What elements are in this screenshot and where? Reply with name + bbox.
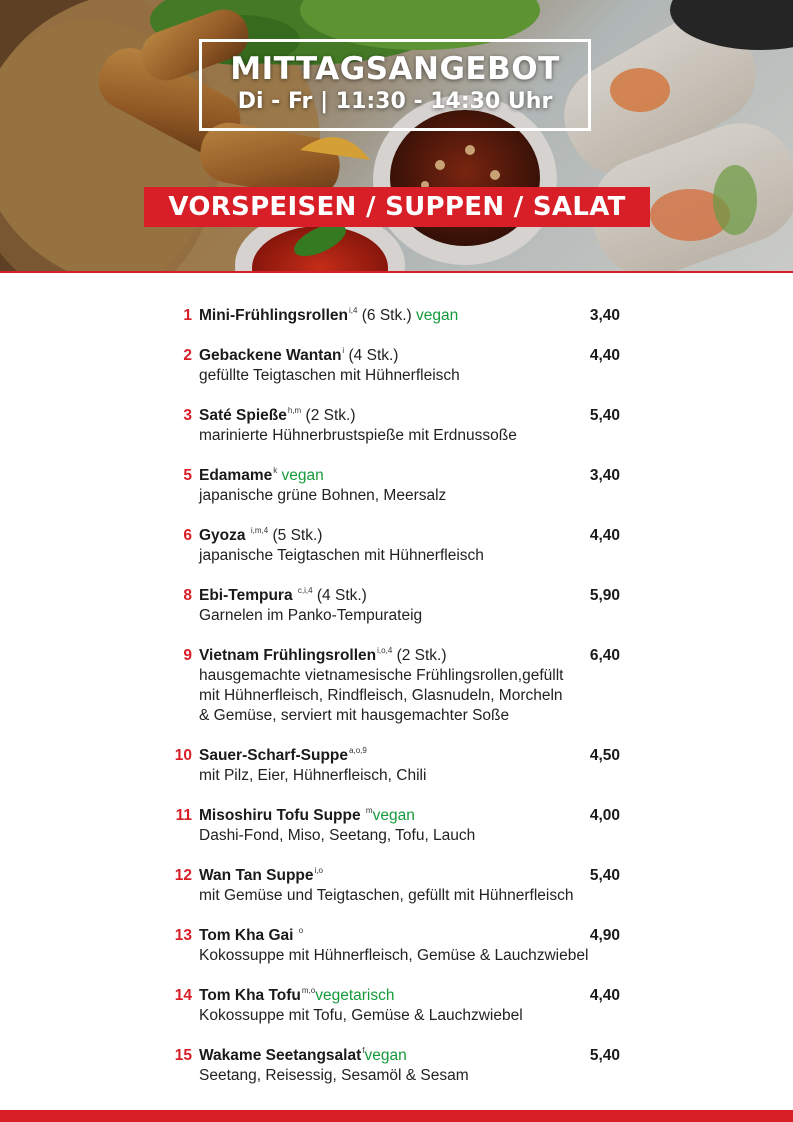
allergen-codes: i,m,4 — [250, 526, 269, 535]
item-description: Dashi-Fond, Miso, Seetang, Tofu, Lauch — [199, 827, 476, 844]
item-number: 8 — [183, 587, 192, 604]
diet-tag: vegan — [281, 467, 324, 484]
item-name: Saté Spieße — [199, 407, 287, 424]
item-number: 11 — [175, 807, 192, 824]
diet-tag: vegetarisch — [315, 987, 395, 1004]
allergen-codes: i,4 — [348, 306, 358, 315]
item-price: 4,40 — [589, 527, 620, 544]
item-name: Tom Kha Tofu — [199, 987, 301, 1004]
item-name: Edamame — [199, 467, 273, 484]
item-number: 5 — [183, 467, 192, 484]
allergen-codes: m — [365, 806, 373, 815]
footer-bar — [0, 1110, 793, 1122]
diet-tag: vegan — [372, 807, 415, 824]
item-description: Garnelen im Panko-Tempurateig — [199, 607, 423, 624]
allergen-codes: c,i,4 — [297, 586, 313, 595]
diet-tag: vegan — [416, 307, 459, 324]
item-quantity: (6 Stk.) — [361, 307, 412, 324]
item-number: 10 — [174, 747, 192, 764]
item-description: mit Gemüse und Teigtaschen, gefüllt mit Hühnerfleisch — [199, 887, 574, 904]
allergen-codes: a,o,9 — [349, 746, 367, 755]
item-quantity: (4 Stk.) — [316, 587, 367, 604]
allergen-codes: i,o,4 — [377, 646, 393, 655]
allergen-codes: m,o — [301, 986, 316, 995]
item-description: marinierte Hühnerbrustspieße mit Erdnussoße — [199, 427, 517, 444]
item-price: 4,00 — [589, 807, 620, 824]
item-quantity: (2 Stk.) — [305, 407, 356, 424]
item-name: Gyoza — [199, 527, 246, 544]
item-name: Misoshiru Tofu Suppe — [199, 807, 361, 824]
page-title: MITTAGSANGEBOT — [230, 51, 560, 87]
item-description: Kokossuppe mit Hühnerfleisch, Gemüse & Lauchzwiebel — [199, 947, 589, 964]
item-name: Sauer-Scharf-Suppe — [199, 747, 349, 764]
item-price: 5,90 — [589, 587, 620, 604]
item-price: 4,50 — [589, 747, 620, 764]
item-price: 3,40 — [589, 467, 620, 484]
title-box — [199, 39, 591, 131]
item-name: Wakame Seetangsalat — [199, 1047, 362, 1064]
item-quantity: (5 Stk.) — [272, 527, 323, 544]
item-number: 6 — [183, 527, 192, 544]
item-number: 15 — [174, 1047, 192, 1064]
item-number: 9 — [183, 647, 192, 664]
item-number: 3 — [183, 407, 192, 424]
section-heading: VORSPEISEN / SUPPEN / SALAT — [144, 187, 650, 227]
item-number: 2 — [183, 347, 192, 364]
item-description: hausgemachte vietnamesische Frühlingsrollen,gefüllt — [199, 667, 564, 684]
item-number: 14 — [174, 987, 192, 1004]
divider — [0, 271, 793, 273]
item-price: 5,40 — [589, 407, 620, 424]
diet-tag: vegan — [364, 1047, 407, 1064]
allergen-codes: k — [273, 466, 278, 475]
allergen-codes: i,o — [314, 866, 323, 875]
item-description: mit Pilz, Eier, Hühnerfleisch, Chili — [199, 767, 427, 784]
item-description: & Gemüse, serviert mit hausgemachter Soße — [199, 707, 510, 724]
hero-banner — [0, 0, 793, 272]
item-description: Kokossuppe mit Tofu, Gemüse & Lauchzwiebel — [199, 1007, 523, 1024]
item-name: Mini-Frühlingsrollen — [199, 307, 348, 324]
item-number: 1 — [183, 307, 192, 324]
item-name: Vietnam Frühlingsrollen — [199, 647, 377, 664]
opening-hours: Di - Fr | 11:30 - 14:30 Uhr — [237, 89, 553, 114]
item-price: 4,40 — [589, 987, 620, 1004]
item-price: 6,40 — [589, 647, 620, 664]
allergen-codes: f — [362, 1046, 365, 1055]
allergen-codes: i — [342, 346, 345, 355]
item-price: 5,40 — [589, 867, 620, 884]
item-name: Wan Tan Suppe — [199, 867, 314, 884]
allergen-codes: h,m — [287, 406, 302, 415]
item-name: Tom Kha Gai — [199, 927, 294, 944]
item-description: Seetang, Reisessig, Sesamöl & Sesam — [199, 1067, 469, 1084]
item-description: mit Hühnerfleisch, Rindfleisch, Glasnudeln, Morcheln — [199, 687, 563, 704]
item-description: gefüllte Teigtaschen mit Hühnerfleisch — [199, 367, 460, 384]
item-number: 12 — [174, 867, 192, 884]
item-price: 3,40 — [589, 307, 620, 324]
item-price: 5,40 — [589, 1047, 620, 1064]
item-description: japanische Teigtaschen mit Hühnerfleisch — [199, 547, 484, 564]
item-quantity: (4 Stk.) — [348, 347, 399, 364]
item-description: japanische grüne Bohnen, Meersalz — [199, 487, 447, 504]
item-name: Gebackene Wantan — [199, 347, 342, 364]
item-quantity: (2 Stk.) — [396, 647, 447, 664]
item-price: 4,90 — [589, 927, 620, 944]
item-number: 13 — [174, 927, 192, 944]
item-price: 4,40 — [589, 347, 620, 364]
allergen-codes: o — [298, 926, 304, 935]
item-name: Ebi-Tempura — [199, 587, 293, 604]
